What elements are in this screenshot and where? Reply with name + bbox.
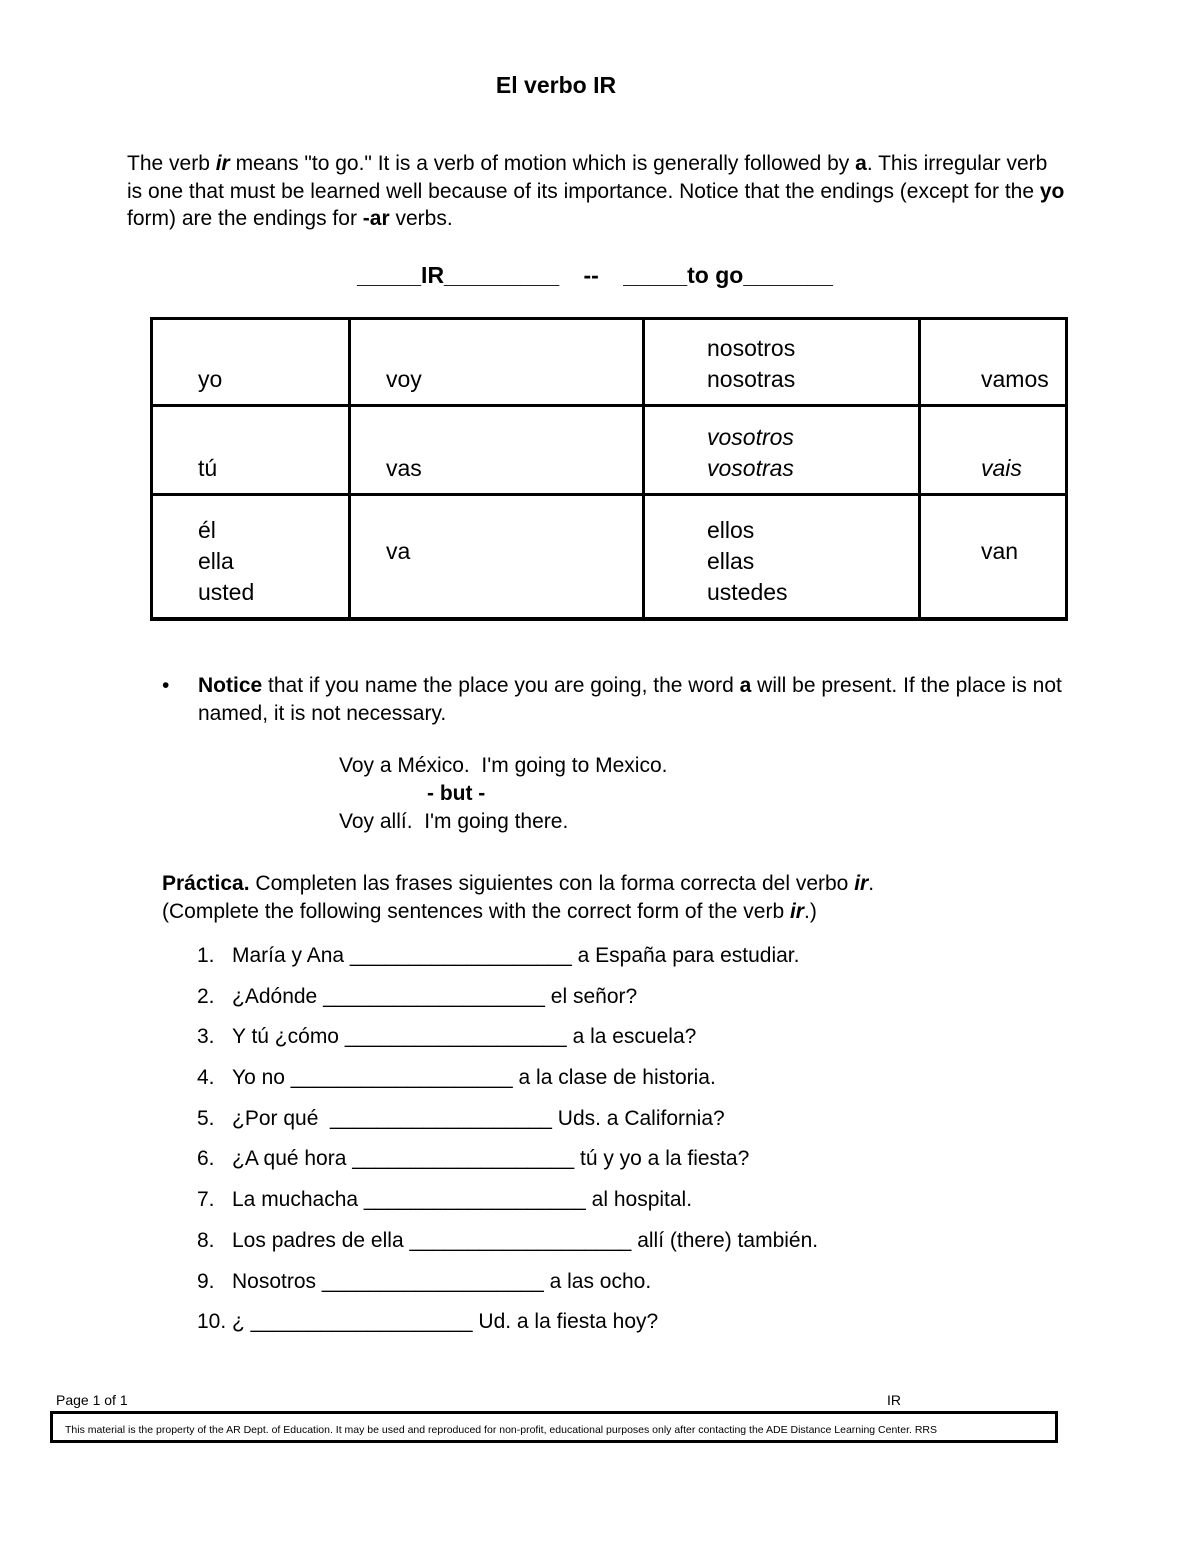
intro-paragraph [127,150,1067,233]
list-item: 5. ¿Por qué ___________________ Uds. a California? [197,1106,725,1130]
practice-ir-1: ir [854,872,869,895]
practice-label: Práctica. [162,872,250,895]
cell-pronoun: tú [152,406,350,495]
heading-left: _____IR_________ [357,262,560,288]
notice-label: Notice [198,674,263,697]
example-line-2: Voy allí. I'm going there. [339,810,569,833]
list-item: 9. Nosotros ___________________ a las ocho. [197,1269,652,1293]
notice-bullet [162,672,1062,727]
intro-text-2: means "to go." It is a verb of motion which is generally followed by [229,152,856,175]
cell-form: van [920,495,1067,619]
intro-a: a [855,152,867,175]
cell-form: vas [350,406,644,495]
conjugation-table [150,317,1068,621]
intro-text-1: The verb [127,152,216,175]
copyright-notice: This material is the property of the AR Dept. of Education. It may be used and reproduced for non-profit, educational purposes only after contacting the ADE Distance Learning Center. RRS [50,1411,1058,1443]
cell-form: vais [920,406,1067,495]
intro-text-3: . This irregular verb is one that must be learned well because of its importance. Notice that the endings (except for the [127,152,1048,203]
footer-code: IR [887,1392,901,1408]
practice-instructions [162,870,1062,926]
cell-form: vamos [920,319,1067,406]
list-item: 4. Yo no ___________________ a la clase de historia. [197,1066,716,1090]
heading-right: _____to go_______ [623,262,833,288]
intro-yo: yo [1039,179,1065,203]
notice-text-2: will be present. If the place is not named, it is not necessary. [198,674,1062,725]
page-title: El verbo IR [495,72,617,98]
practice-close: .) [803,900,817,923]
list-item: 1. María y Ana ___________________ a España para estudiar. [197,944,800,967]
cell-pronoun: nosotros nosotras [644,319,920,406]
table-row [152,406,1067,495]
intro-text-4: form) are the endings for [127,207,363,230]
bullet-icon: • [162,674,170,697]
intro-text-5: verbs. [389,207,453,230]
cell-form: va [350,495,644,619]
cell-form: voy [350,319,644,406]
table-row [152,495,1067,619]
table-row [152,319,1067,406]
intro-ar: -ar [362,207,390,230]
list-item: 2. ¿Adónde ___________________ el señor? [197,984,638,1008]
list-item: 6. ¿A qué hora ___________________ tú y yo a la fiesta? [197,1147,750,1171]
cell-pronoun: yo [152,319,350,406]
intro-ir: ir [215,152,230,175]
exercise-list [197,944,818,1351]
notice-a: a [739,674,752,697]
list-item: 3. Y tú ¿cómo ___________________ a la escuela? [197,1025,697,1049]
practice-text-2: (Complete the following sentences with the correct form of the verb [162,900,790,923]
notice-text-1: that if you name the place you are going, the word [262,674,740,697]
cell-pronoun: él ella usted [152,495,350,619]
example-but: - but - [427,782,486,805]
practice-ir-2: ir [789,900,804,923]
cell-pronoun: vosotros vosotras [644,406,920,495]
list-item: 7. La muchacha ___________________ al hospital. [197,1188,693,1212]
conjugation-heading [0,262,1190,289]
list-item: 8. Los padres de ella ___________________ allí (there) también. [197,1228,819,1252]
practice-text-1: Completen las frases siguientes con la forma correcta del verbo [249,872,855,895]
list-item: 10. ¿ ___________________ Ud. a la fiesta hoy? [197,1310,659,1334]
page-number: Page 1 of 1 [56,1392,128,1408]
practice-period: . [868,872,875,895]
cell-pronoun: ellos ellas ustedes [644,495,920,619]
examples-block [339,752,667,836]
heading-separator: -- [583,262,599,288]
example-line-1: Voy a México. I'm going to Mexico. [339,754,668,777]
